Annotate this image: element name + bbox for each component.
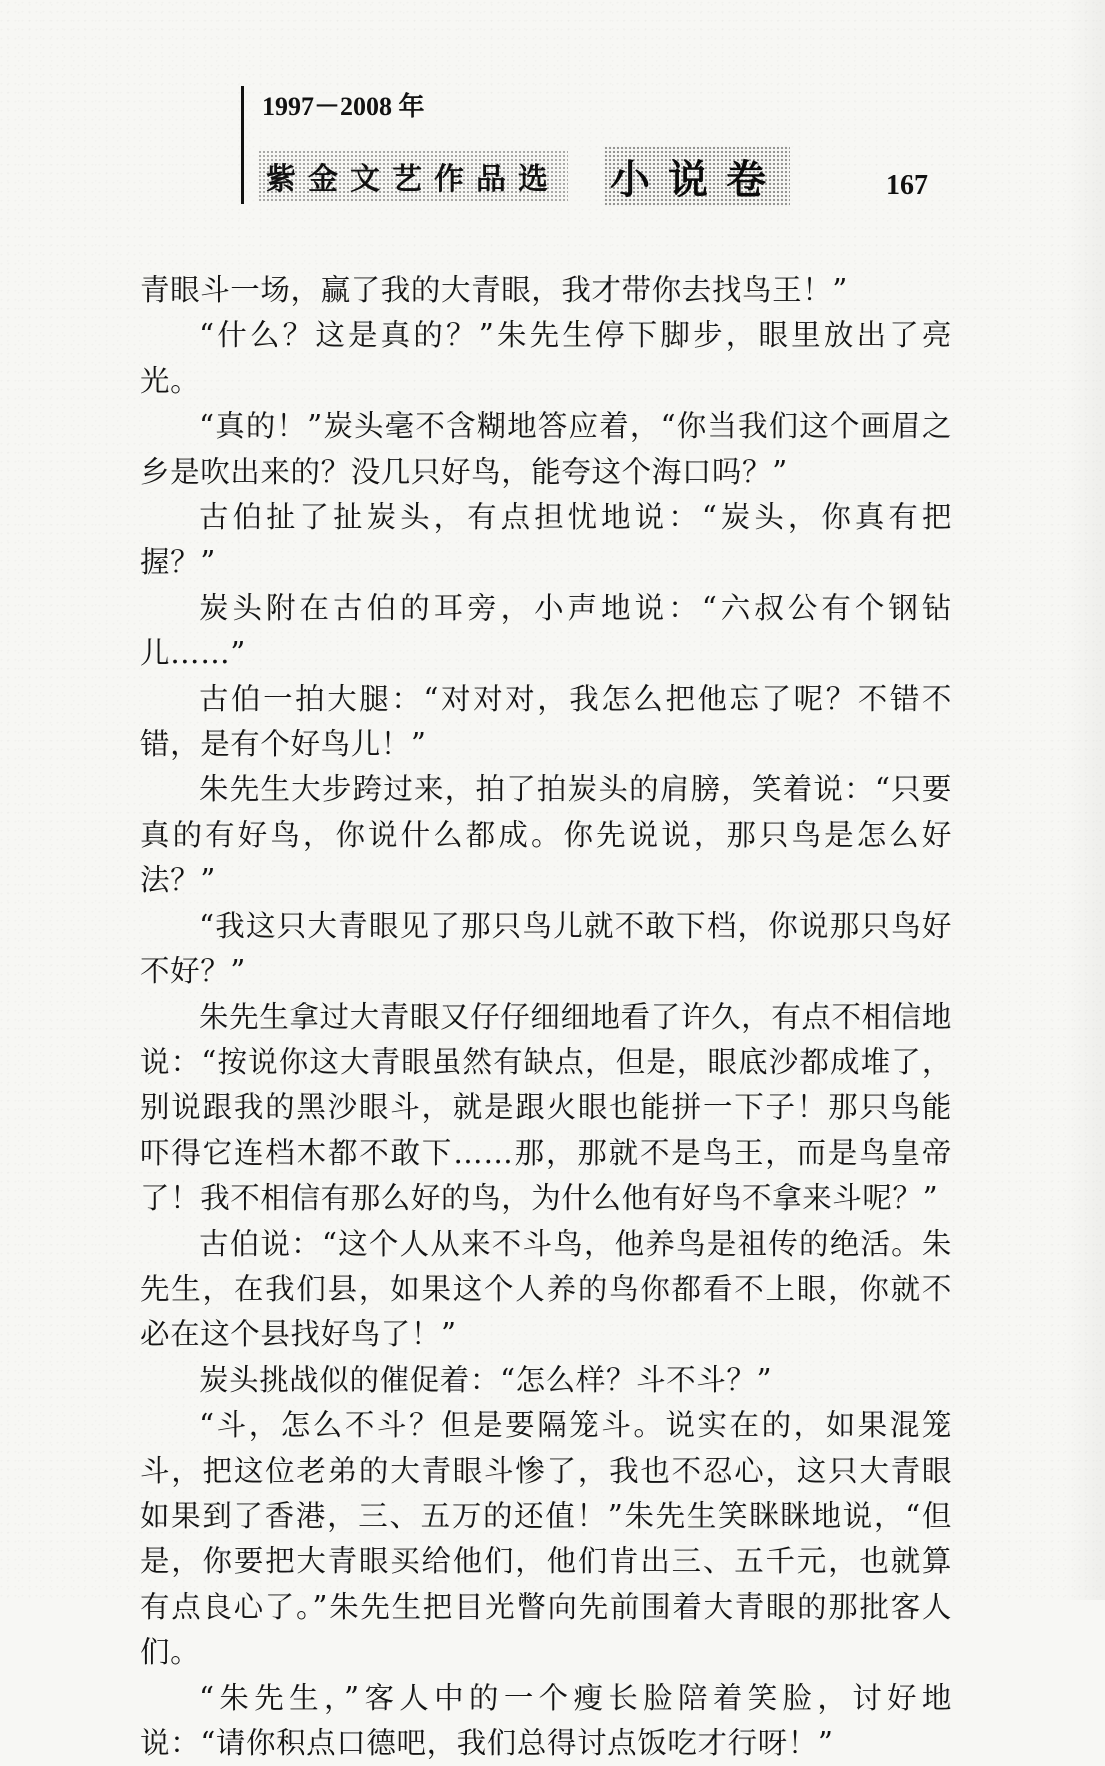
paragraph: 朱先生大步跨过来，拍了拍炭头的肩膀，笑着说：“只要真的有好鸟，你说什么都成。你先说说，那只鸟是怎么好法？”	[140, 772, 952, 898]
paragraph: “我这只大青眼见了那只鸟儿就不敢下档，你说那只鸟好不好？”	[140, 908, 952, 989]
paragraph: “斗，怎么不斗？但是要隔笼斗。说实在的，如果混笼斗，把这位老弟的大青眼斗惨了，我也不忍心，这只大青眼如果到了香港，三、五万的还值！”朱先生笑眯眯地说，“但是，你要把大青眼买给他们，他们肯出三、五千元，也就算有点良心了。”朱先生把目光瞥向先前围着大青眼的那批客人们。	[140, 1408, 952, 1670]
paragraph: 炭头附在古伯的耳旁，小声地说：“六叔公有个钢钻儿……”	[140, 590, 952, 671]
paragraph: 炭头挑战似的催促着：“怎么样？斗不斗？”	[199, 1362, 773, 1397]
series-name: 紫金文艺作品选	[258, 150, 568, 202]
paragraph: 朱先生拿过大青眼又仔仔细细地看了许久，有点不相信地说：“按说你这大青眼虽然有缺点，但是，眼底沙都成堆了，别说跟我的黑沙眼斗，就是跟火眼也能拼一下子！那只鸟能吓得它连档木都不敢下……那，那就不是鸟王，而是鸟皇帝了！我不相信有那么好的鸟，为什么他有好鸟不拿来斗呢？”	[140, 999, 952, 1216]
paragraph: 古伯扯了扯炭头，有点担忧地说：“炭头，你真有把握？”	[140, 500, 952, 580]
header-series-title	[258, 150, 790, 202]
paragraph: “真的！”炭头毫不含糊地答应着，“你当我们这个画眉之乡是吹出来的？没几只好鸟，能夸这个海口吗？”	[140, 409, 952, 489]
paragraph: “朱先生，”客人中的一个瘦长脸陪着笑脸，讨好地说：“请你积点口德吧，我们总得讨点饭吃才行呀！”	[140, 1680, 952, 1760]
page-edge-shadow	[1065, 0, 1105, 1600]
header-years: 1997－2008 年	[262, 92, 425, 121]
paragraph: 青眼斗一场，赢了我的大青眼，我才带你去找鸟王！”	[140, 273, 848, 307]
volume-name: 小说卷	[604, 146, 790, 207]
page-number: 167	[886, 170, 928, 201]
paragraph: 古伯说：“这个人从来不斗鸟，他养鸟是祖传的绝活。朱先生，在我们县，如果这个人养的鸟你都看不上眼，你就不必在这个县找好鸟了！”	[140, 1226, 952, 1352]
header-vertical-rule	[241, 86, 244, 204]
body-text	[140, 268, 952, 1766]
paragraph: 古伯一拍大腿：“对对对，我怎么把他忘了呢？不错不错，是有个好鸟儿！”	[140, 681, 952, 762]
paragraph: “什么？这是真的？”朱先生停下脚步，眼里放出了亮光。	[140, 318, 952, 398]
